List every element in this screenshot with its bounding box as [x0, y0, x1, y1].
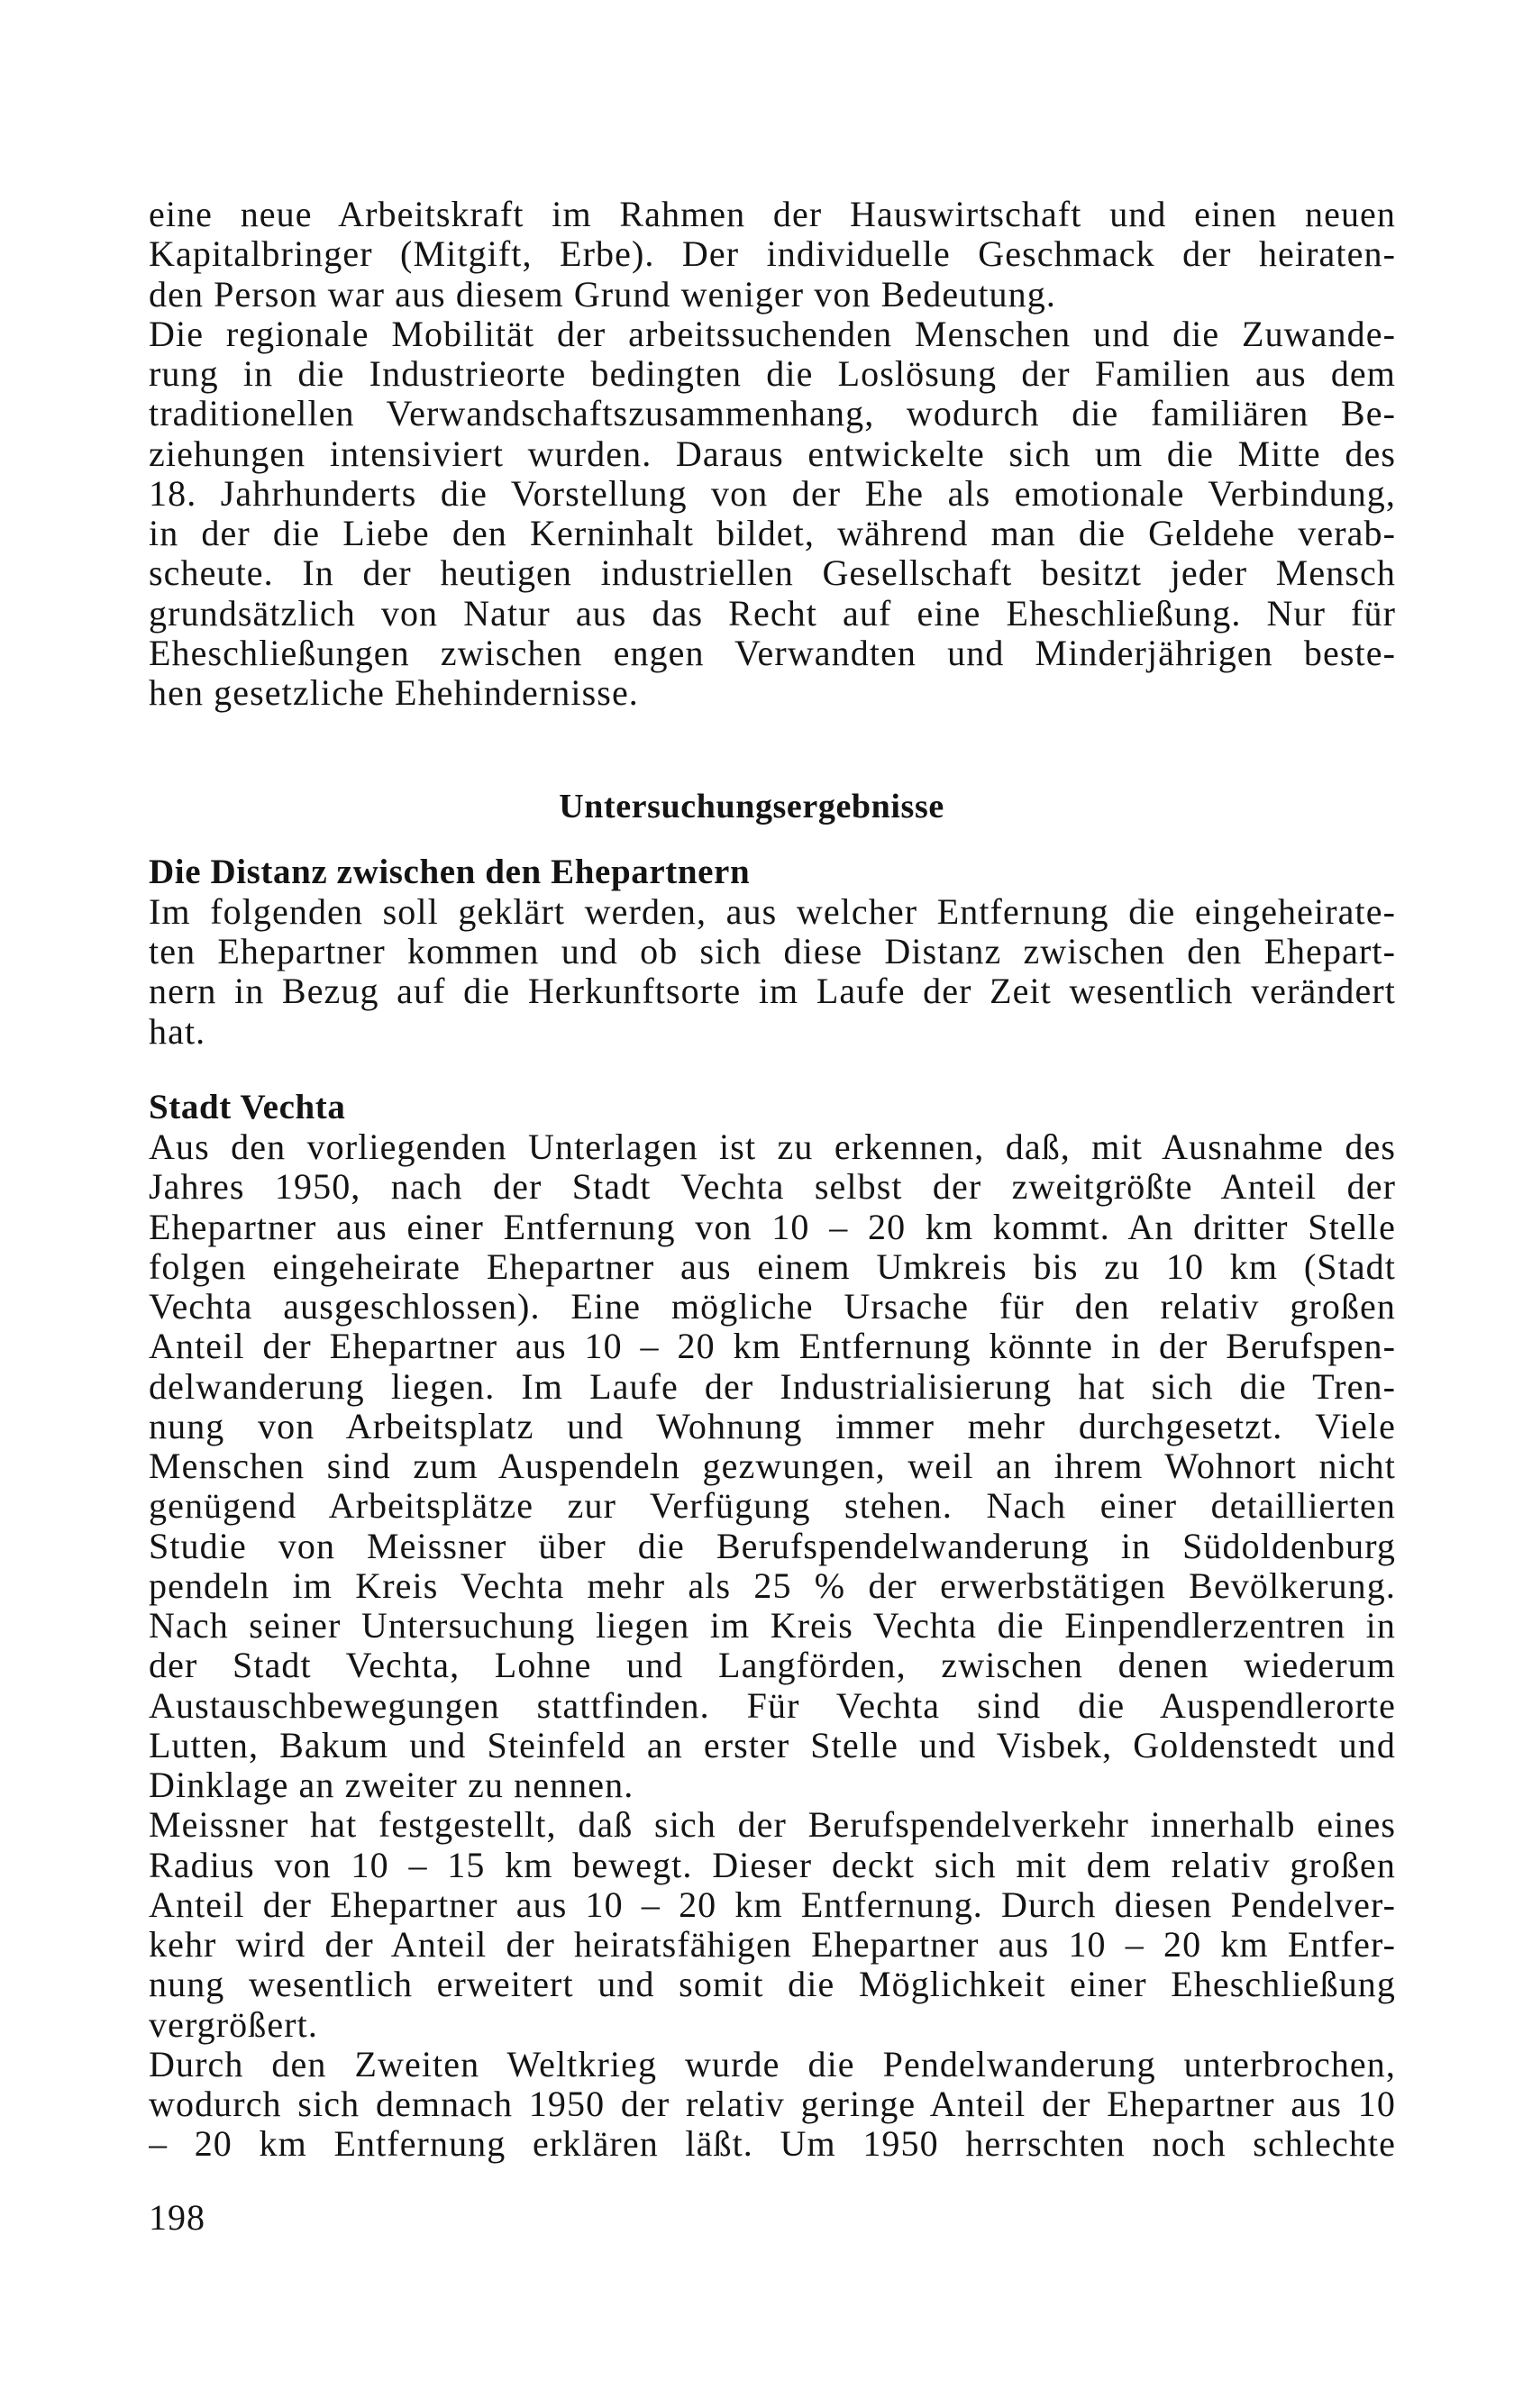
text-line: Anteil der Ehepartner aus 10 – 20 km Entfernung könnte in der Berufspen- [149, 1327, 1396, 1367]
text-line: Im folgenden soll geklärt werden, aus welcher Entfernung die eingeheirate- [149, 891, 1396, 932]
text-line: genügend Arbeitsplätze zur Verfügung stehen. Nach einer detaillierten [149, 1486, 1396, 1527]
text-line: nung wesentlich erweitert und somit die Möglichkeit einer Eheschließung [149, 1965, 1396, 2005]
text-line: – 20 km Entfernung erklären läßt. Um 1950 herrschten noch schlechte [149, 2124, 1396, 2165]
text-line: 18. Jahrhunderts die Vorstellung von der Ehe als emotionale Verbindung, [149, 473, 1396, 514]
text-line: in der die Liebe den Kerninhalt bildet, während man die Geldehe verab- [149, 514, 1396, 553]
paragraph-meissner [149, 1805, 1396, 2045]
text-line: Studie von Meissner über die Berufspendelwanderung in Südoldenburg [149, 1526, 1396, 1566]
text-line: eine neue Arbeitskraft im Rahmen der Hauswirtschaft und einen neuen [149, 195, 1396, 234]
page-number: 198 [149, 2197, 205, 2238]
section-heading: Untersuchungsergebnisse [559, 788, 944, 826]
text-line: Die regionale Mobilität der arbeitssuchenden Menschen und die Zuwande- [149, 314, 1396, 354]
text-line: nern in Bezug auf die Herkunftsorte im Laufe der Zeit wesentlich verändert [149, 971, 1396, 1012]
paragraph-hauswirtschaft [149, 195, 1396, 315]
text-line: Anteil der Ehepartner aus 10 – 20 km Entfernung. Durch diesen Pendelver- [149, 1884, 1396, 1925]
paragraph-weltkrieg [149, 2045, 1396, 2165]
text-line: rung in die Industrieorte bedingten die Loslösung der Familien aus dem [149, 354, 1396, 394]
paragraph-vechta [149, 1127, 1396, 1805]
text-line: hat. [149, 1011, 206, 1052]
paragraph-distance [149, 892, 1396, 1052]
text-line: Jahres 1950, nach der Stadt Vechta selbst der zweitgrößte Anteil der [149, 1167, 1396, 1208]
text-line: den Person war aus diesem Grund weniger von Bedeutung. [149, 274, 1056, 315]
text-line: Dinklage an zweiter zu nennen. [149, 1765, 634, 1805]
text-line: traditionellen Verwandschaftszusammenhang, wodurch die familiären Be- [149, 394, 1396, 434]
subsection-heading-distance: Die Distanz zwischen den Ehepartnern [149, 852, 751, 891]
text-line: hen gesetzliche Ehehindernisse. [149, 673, 639, 713]
text-line: Eheschließungen zwischen engen Verwandten und Minderjährigen beste- [149, 633, 1396, 673]
text-line: nung von Arbeitsplatz und Wohnung immer mehr durchgesetzt. Viele [149, 1406, 1396, 1446]
text-line: Nach seiner Untersuchung liegen im Kreis Vechta die Einpendlerzentren in [149, 1606, 1396, 1646]
text-line: Menschen sind zum Auspendeln gezwungen, weil an ihrem Wohnort nicht [149, 1446, 1396, 1486]
text-line: Durch den Zweiten Weltkrieg wurde die Pendelwanderung unterbrochen, [149, 2044, 1396, 2084]
paragraph-mobility [149, 315, 1396, 714]
subsection-heading-vechta: Stadt Vechta [149, 1087, 346, 1126]
text-line: Radius von 10 – 15 km bewegt. Dieser deckt sich mit dem relativ großen [149, 1845, 1396, 1885]
text-line: Vechta ausgeschlossen). Eine mögliche Ursache für den relativ großen [149, 1287, 1396, 1327]
text-line: ten Ehepartner kommen und ob sich diese Distanz zwischen den Ehepart- [149, 932, 1396, 971]
text-line: vergrößert. [149, 2004, 318, 2045]
text-line: der Stadt Vechta, Lohne und Langförden, zwischen denen wiederum [149, 1646, 1396, 1686]
text-line: Meissner hat festgestellt, daß sich der Berufspendelverkehr innerhalb eines [149, 1805, 1396, 1846]
text-line: Ehepartner aus einer Entfernung von 10 – 20 km kommt. An dritter Stelle [149, 1207, 1396, 1247]
text-line: ziehungen intensiviert wurden. Daraus entwickelte sich um die Mitte des [149, 433, 1396, 474]
text-line: wodurch sich demnach 1950 der relativ geringe Anteil der Ehepartner aus 10 [149, 2084, 1396, 2124]
body-text [149, 195, 1396, 2165]
text-line: scheute. In der heutigen industriellen Gesellschaft besitzt jeder Mensch [149, 553, 1396, 594]
text-line: delwanderung liegen. Im Laufe der Industrialisierung hat sich die Tren- [149, 1366, 1396, 1407]
text-line: Kapitalbringer (Mitgift, Erbe). Der individuelle Geschmack der heiraten- [149, 234, 1396, 275]
text-line: grundsätzlich von Natur aus das Recht auf eine Eheschließung. Nur für [149, 593, 1396, 634]
text-line: Lutten, Bakum und Steinfeld an erster Stelle und Visbek, Goldenstedt und [149, 1725, 1396, 1765]
text-line: pendeln im Kreis Vechta mehr als 25 % der erwerbstätigen Bevölkerung. [149, 1565, 1396, 1606]
text-line: Aus den vorliegenden Unterlagen ist zu erkennen, daß, mit Ausnahme des [149, 1127, 1396, 1167]
text-line: Austauschbewegungen stattfinden. Für Vechta sind die Auspendlerorte [149, 1685, 1396, 1726]
text-line: kehr wird der Anteil der heiratsfähigen Ehepartner aus 10 – 20 km Entfer- [149, 1925, 1396, 1965]
text-line: folgen eingeheirate Ehepartner aus einem Umkreis bis zu 10 km (Stadt [149, 1246, 1396, 1287]
